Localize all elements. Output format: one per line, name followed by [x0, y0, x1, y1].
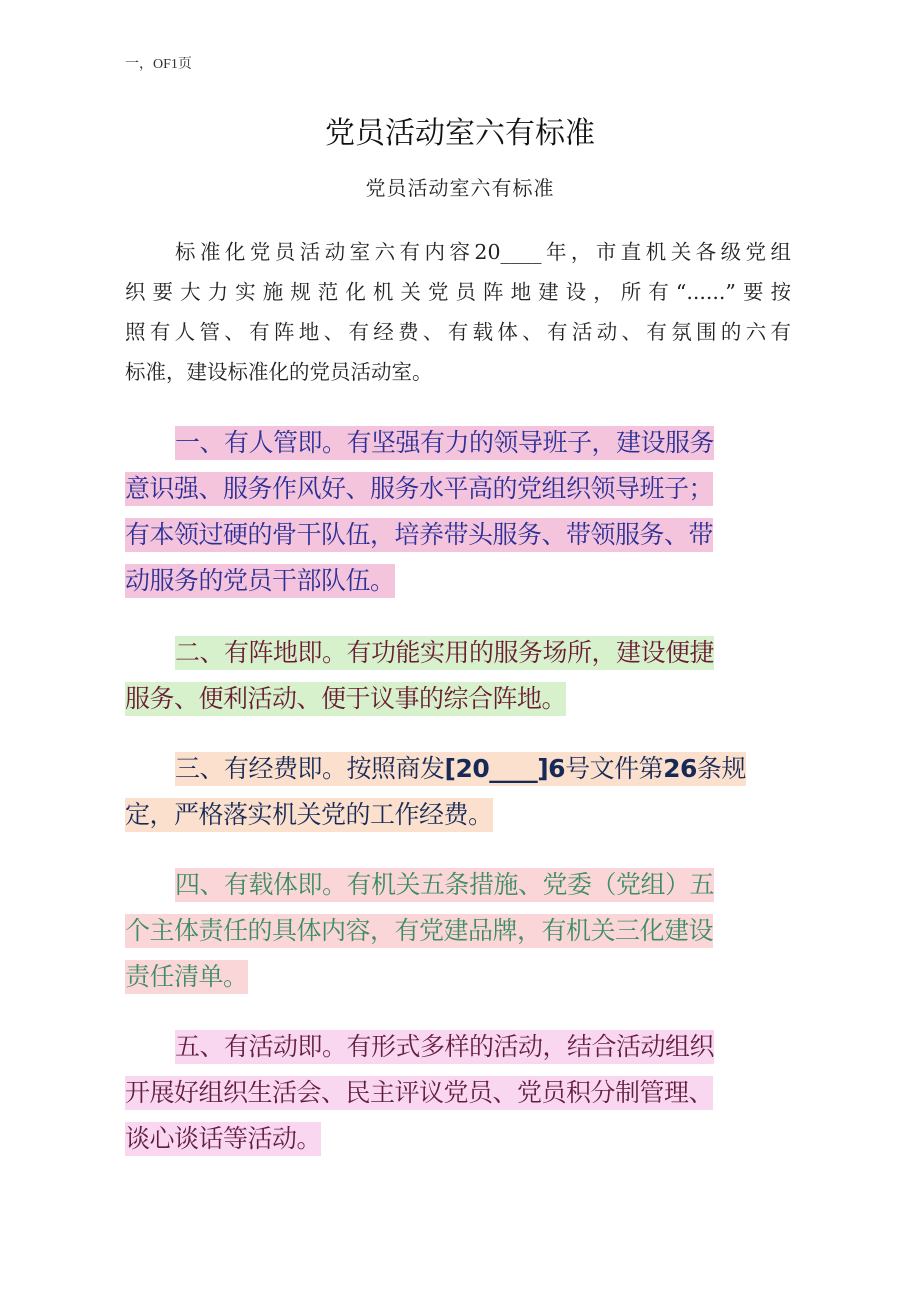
section-carrier [125, 862, 793, 1000]
document-number: [20____]6 [444, 754, 566, 783]
section-line: 二、有阵地即。有功能实用的服务场所，建设便捷 [175, 636, 714, 670]
section-funding [125, 746, 793, 838]
section-line: 谈心谈话等活动。 [125, 1122, 321, 1156]
section-text: 三、有经费即。按照商发 [175, 754, 445, 783]
article-number: 26 [663, 754, 697, 783]
section-line: 一、有人管即。有坚强有力的领导班子，建设服务 [175, 426, 714, 460]
section-line: 责任清单。 [125, 960, 248, 994]
section-line: 个主体责任的具体内容，有党建品牌，有机关三化建设 [125, 914, 713, 948]
section-line: 开展好组织生活会、民主评议党员、党员积分制管理、 [125, 1076, 713, 1110]
section-text: 号文件第 [565, 754, 664, 783]
section-text: 条规 [696, 754, 746, 783]
section-line [175, 752, 746, 786]
page-header: 一，OF1页 [125, 57, 192, 72]
section-line: 四、有载体即。有机关五条措施、党委（党组）五 [175, 868, 714, 902]
document-title: 党员活动室六有标准 [325, 116, 595, 151]
section-line: 服务、便利活动、便于议事的综合阵地。 [125, 682, 566, 716]
intro-line: 标准化党员活动室六有内容20____年，市直机关各级党组 [175, 240, 791, 264]
section-venue [125, 630, 793, 722]
section-line: 动服务的党员干部队伍。 [125, 564, 395, 598]
intro-line: 标准，建设标准化的党员活动室。 [125, 360, 433, 384]
document-subtitle: 党员活动室六有标准 [365, 176, 555, 200]
section-line: 意识强、服务作风好、服务水平高的党组织领导班子； [125, 472, 713, 506]
intro-line: 照有人管、有阵地、有经费、有载体、有活动、有氛围的六有 [125, 320, 791, 344]
section-line: 有本领过硬的骨干队伍，培养带头服务、带领服务、带 [125, 518, 713, 552]
section-line: 五、有活动即。有形式多样的活动，结合活动组织 [175, 1030, 714, 1064]
section-staff [125, 420, 793, 604]
intro-line: 织要大力实施规范化机关党员阵地建设，所有“......”要按 [125, 280, 791, 304]
intro-paragraph [125, 232, 791, 392]
section-activities [125, 1024, 793, 1162]
section-line: 定，严格落实机关党的工作经费。 [125, 798, 493, 832]
